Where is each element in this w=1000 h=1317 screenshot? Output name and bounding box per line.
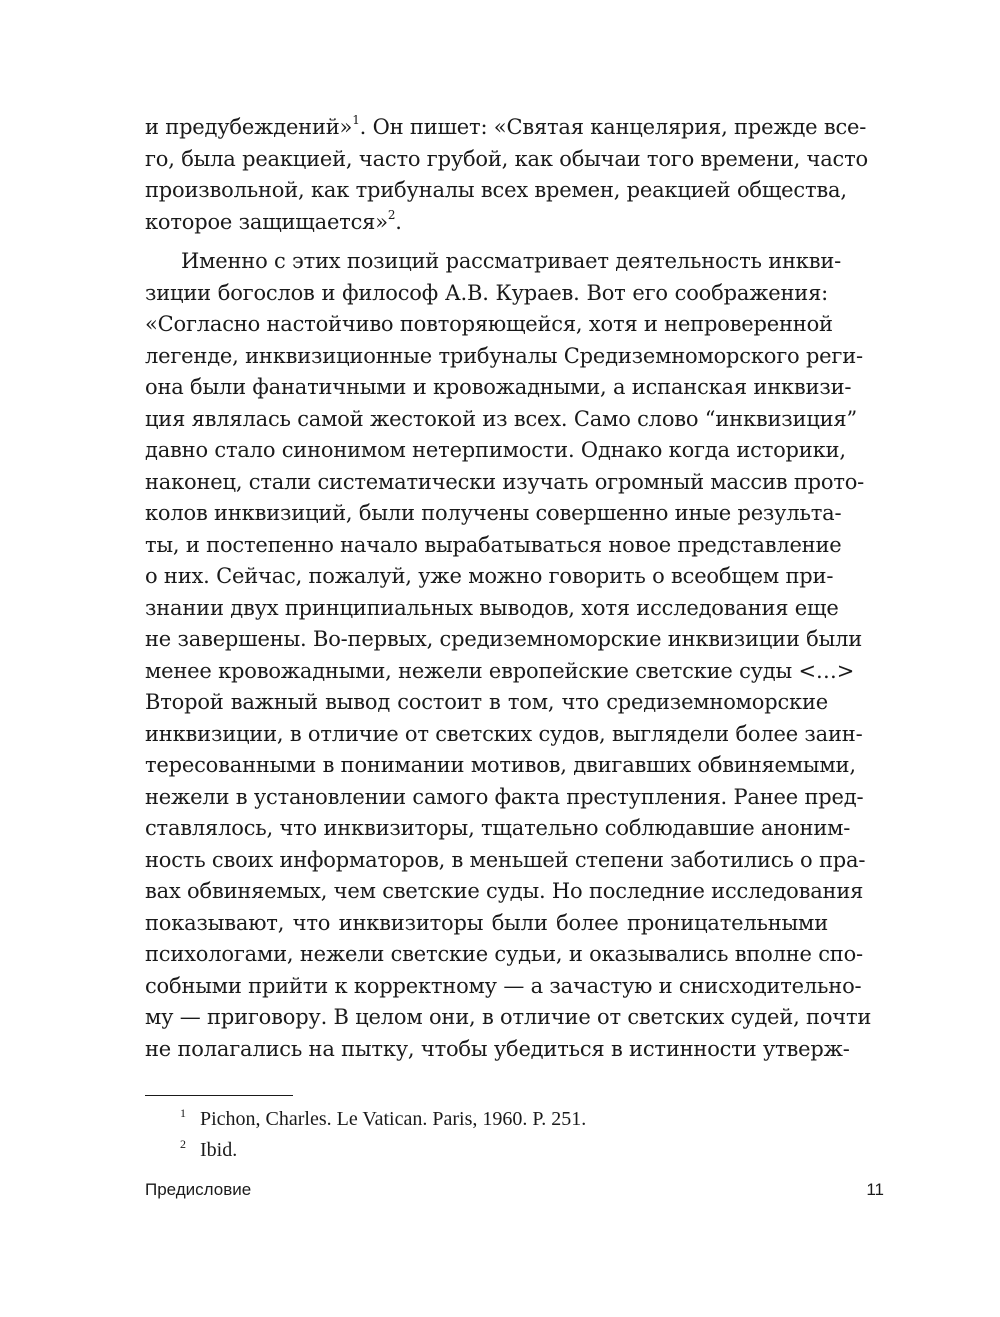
paragraph-gap xyxy=(145,238,828,246)
footnote-ref-2[interactable]: 2 xyxy=(387,207,396,222)
text-line: она были фанатичными и кровожадными, а испанская инквизи- xyxy=(145,375,852,399)
text-line: колов инквизиций, были получены совершенно иные результа- xyxy=(145,501,842,525)
main-text xyxy=(145,112,872,1065)
text-line: вах обвиняемых, чем светские суды. Но последние исследования xyxy=(145,879,864,903)
text-line: «Согласно настойчиво повторяющейся, хотя и непроверенной xyxy=(145,312,833,336)
footnote-ref-1[interactable]: 1 xyxy=(352,113,360,127)
text-line: которое защищается»$^2$. xyxy=(145,207,402,234)
footnote-divider xyxy=(145,1095,293,1096)
text-line: не завершены. Во-первых, средиземноморские инквизиции были xyxy=(145,627,863,651)
text-line: Именно с этих позиций рассматривает деятельность инкви- xyxy=(181,249,842,273)
footnote-2: 2 Ibid. xyxy=(180,1137,238,1161)
text-line: знании двух принципиальных выводов, хотя исследования еще xyxy=(145,595,839,620)
text-line: ты, и постепенно начало вырабатываться новое представление xyxy=(145,532,842,557)
text-line: зиции богослов и философ А.В. Кураев. Вот его соображения: xyxy=(145,280,828,305)
page-number: 11 xyxy=(866,1180,884,1199)
text-line: давно стало синонимом нетерпимости. Однако когда историки, xyxy=(145,438,846,462)
footnotes xyxy=(180,1104,586,1166)
text-line: собными прийти к корректному — а зачастую и снисходительно- xyxy=(145,973,862,998)
text-line: произвольной, как трибуналы всех времен, реакцией общества, xyxy=(145,178,847,202)
text-line: менее кровожадными, нежели европейские светские суды <…> xyxy=(145,658,855,683)
text-line: не полагались на пытку, чтобы убедиться в истинности утверж- xyxy=(145,1036,850,1061)
footnote-text: Ibid. xyxy=(200,1139,238,1161)
text-line: легенде, инквизиционные трибуналы Средиземноморского реги- xyxy=(145,343,863,368)
text-line: показывают, что инквизиторы были более проницательными xyxy=(145,910,828,935)
running-footer-section: Предисловие xyxy=(145,1180,252,1199)
footnote-text: Pichon, Charles. Le Vatican. Paris, 1960. P. 251. xyxy=(200,1108,587,1130)
paragraph-1 xyxy=(145,112,868,238)
paragraph-2 xyxy=(145,246,872,1065)
text-line: Второй важный вывод состоит в том, что средиземноморские xyxy=(145,690,828,714)
text-line: ность своих информаторов, в меньшей степени заботились о пра- xyxy=(145,847,866,872)
text-line: ция являлась самой жестокой из всех. Само слово “инквизиция” xyxy=(145,406,858,431)
footnote-1: 1 Pichon, Charles. Le Vatican. Paris, 1960. P. 251. xyxy=(180,1106,587,1130)
text-line: психологами, нежели светские судьи, и оказывались вполне спо- xyxy=(145,942,863,966)
text-line: и предубеждений»$^1$. Он пишет: «Святая канцелярия, прежде все- xyxy=(145,113,867,139)
text-line: му — приговору. В целом они, в отличие от светских судей, почти xyxy=(145,1005,872,1029)
text-line: о них. Сейчас, пожалуй, уже можно говорить о всеобщем при- xyxy=(145,564,834,588)
text-line: инквизиции, в отличие от светских судов, выглядели более заин- xyxy=(145,721,863,746)
text-line: го, была реакцией, часто грубой, как обычаи того времени, часто xyxy=(145,146,868,171)
text-line: наконец, стали систематически изучать огромный массив прото- xyxy=(145,469,865,494)
text-line: тересованными в понимании мотивов, двигавших обвиняемыми, xyxy=(145,753,856,777)
text-line: ставлялось, что инквизиторы, тщательно соблюдавшие аноним- xyxy=(145,816,851,840)
text-line: нежели в установлении самого факта преступления. Ранее пред- xyxy=(145,784,864,809)
